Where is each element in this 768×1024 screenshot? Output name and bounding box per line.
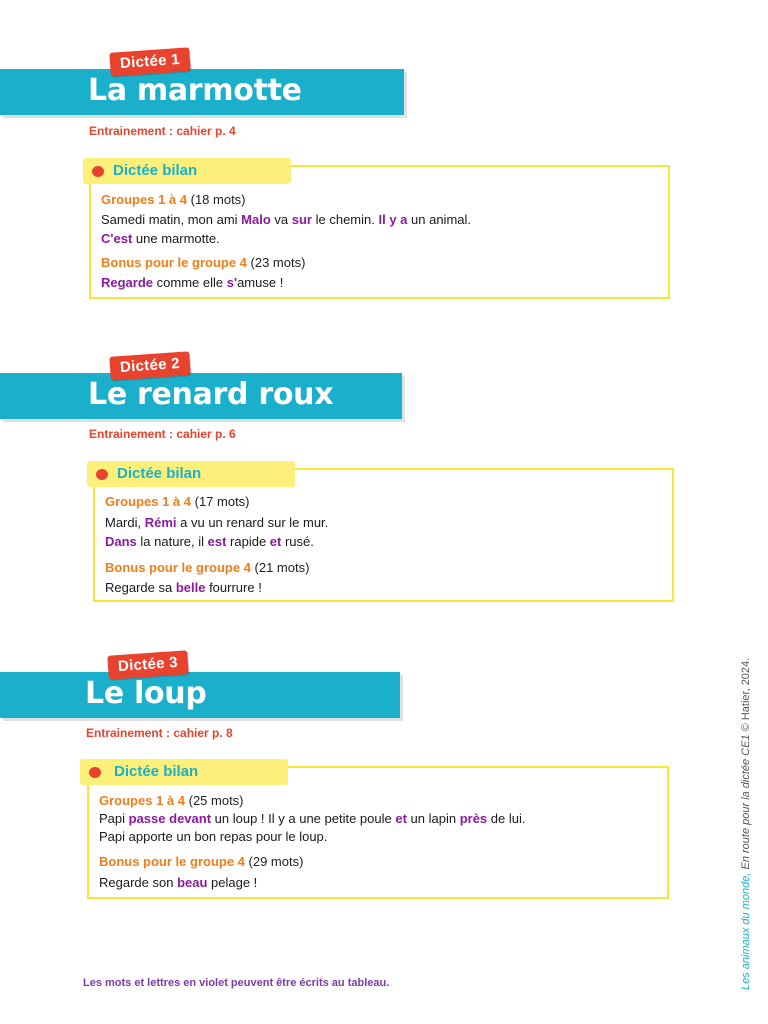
dictee-1-section: [0, 48, 700, 308]
dictee-1-line-1: Samedi matin, mon ami Malo va sur le chemin. Il y a un animal.: [101, 212, 471, 227]
groups-count: (25 mots): [188, 793, 244, 808]
dictee-3-title-bar: [0, 672, 400, 718]
dictee-1-bonus-line: Regarde comme elle s'amuse !: [101, 275, 284, 290]
bonus-count: (23 mots): [250, 255, 306, 270]
dictee-1-tag: Dictée 1: [109, 47, 190, 77]
bonus-count: (21 mots): [254, 560, 310, 575]
dictee-3-title: Le loup: [85, 676, 207, 711]
dictee-1-title: La marmotte: [88, 73, 302, 108]
dictee-3-bonus-head: [99, 854, 303, 869]
credit-publisher: © Hatier, 2024.: [740, 657, 752, 735]
groups-label: Groupes 1 à 4: [105, 494, 191, 509]
dictee-1-title-bar: [0, 69, 404, 115]
dictee-3-line-1: Papi passe devant un loup ! Il y a une petite poule et un lapin près de lui.: [99, 811, 526, 826]
dictee-2-title-bar: [0, 373, 402, 419]
bonus-label: Bonus pour le groupe 4: [99, 854, 245, 869]
side-credit: [740, 658, 752, 990]
groups-count: (17 mots): [194, 494, 250, 509]
dictee-3-line-2: Papi apporte un bon repas pour le loup.: [99, 829, 328, 844]
dictee-3-groups-head: [99, 793, 244, 808]
bonus-label: Bonus pour le groupe 4: [105, 560, 251, 575]
dictee-1-groups-head: [101, 192, 246, 207]
dictee-2-training: Entrainement : cahier p. 6: [89, 427, 236, 441]
bullet-dot-icon: [92, 166, 104, 177]
bonus-label: Bonus pour le groupe 4: [101, 255, 247, 270]
dictee-1-bonus-head: [101, 255, 305, 270]
dictee-1-box-label: Dictée bilan: [113, 162, 198, 179]
dictee-3-bonus-line: Regarde son beau pelage !: [99, 875, 258, 890]
dictee-1-box: [89, 165, 670, 299]
bullet-dot-icon: [89, 767, 101, 778]
credit-series: Les animaux du monde,: [740, 872, 752, 990]
dictee-1-training: Entrainement : cahier p. 4: [89, 124, 236, 138]
dictee-3-box: [87, 766, 669, 899]
dictee-2-section: [0, 352, 700, 612]
footer-note: Les mots et lettres en violet peuvent être écrits au tableau.: [83, 977, 390, 989]
dictee-2-bonus-line: Regarde sa belle fourrure !: [105, 580, 262, 595]
groups-label: Groupes 1 à 4: [101, 192, 187, 207]
dictee-1-line-2: C'est une marmotte.: [101, 231, 220, 246]
dictee-3-tag: Dictée 3: [107, 650, 188, 680]
dictee-2-line-2: Dans la nature, il est rapide et rusé.: [105, 534, 314, 549]
dictee-2-title: Le renard roux: [88, 377, 334, 412]
dictee-2-box-label: Dictée bilan: [117, 465, 202, 482]
credit-book: En route pour la dictée CE1: [740, 734, 752, 873]
dictee-2-line-1: Mardi, Rémi a vu un renard sur le mur.: [105, 515, 329, 530]
bullet-dot-icon: [96, 469, 108, 480]
groups-count: (18 mots): [190, 192, 246, 207]
dictee-2-box: [93, 468, 674, 602]
dictee-3-section: [0, 651, 700, 911]
dictee-2-box-tab: [87, 461, 295, 487]
dictee-1-box-tab: [83, 158, 291, 184]
dictee-2-groups-head: [105, 494, 250, 509]
dictee-2-bonus-head: [105, 560, 309, 575]
dictee-3-training: Entrainement : cahier p. 8: [86, 726, 233, 740]
groups-label: Groupes 1 à 4: [99, 793, 185, 808]
dictee-2-tag: Dictée 2: [109, 351, 190, 381]
dictee-3-box-label: Dictée bilan: [114, 763, 199, 780]
bonus-count: (29 mots): [248, 854, 304, 869]
dictee-3-box-tab: [80, 759, 288, 785]
